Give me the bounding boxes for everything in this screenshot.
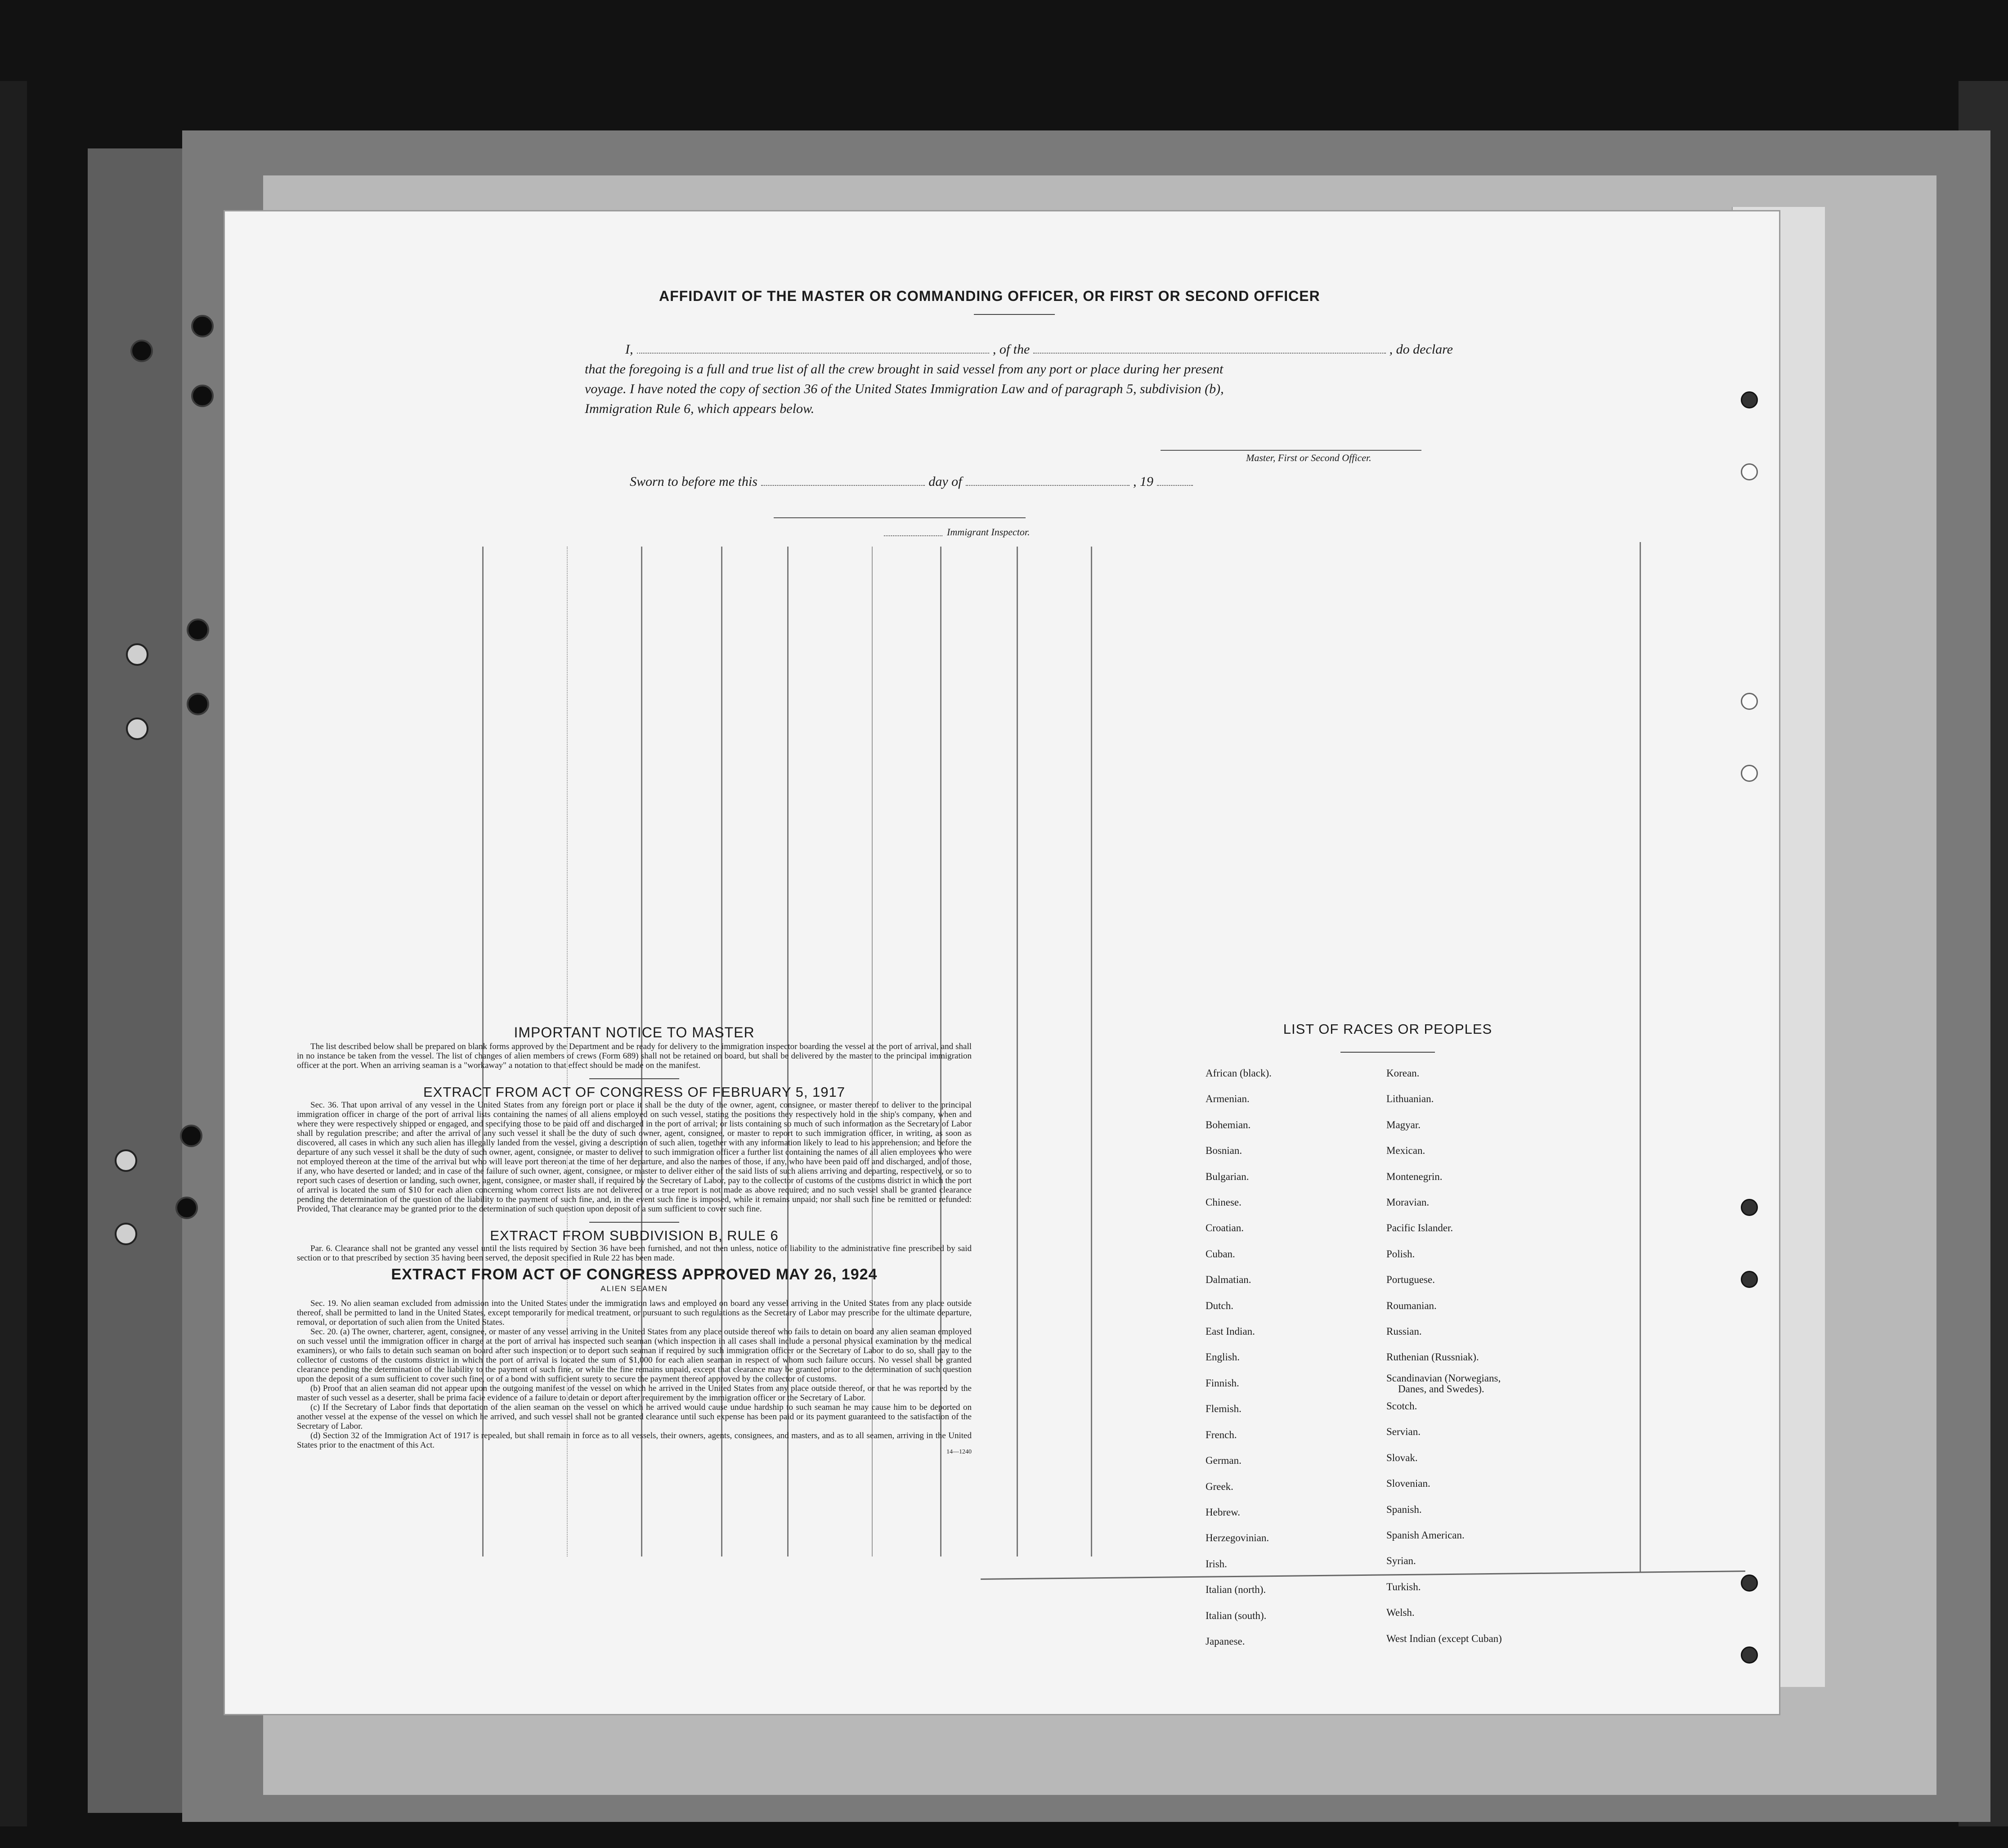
binder-hole-icon bbox=[191, 315, 214, 337]
notice-title: IMPORTANT NOTICE TO MASTER bbox=[514, 1024, 755, 1041]
sec20d-text: (d) Section 32 of the Immigration Act of 1917 is repealed, but shall remain in force as to all vessels, their owners, agents, consignees, and masters, and as to all seamen, arriving in the United States prior to the enactment of this Act. bbox=[297, 1431, 972, 1450]
races-left-column bbox=[1206, 1060, 1272, 1654]
sworn-month-field[interactable] bbox=[966, 473, 1130, 486]
race-item: Syrian. bbox=[1386, 1555, 1416, 1567]
notice-text: The list described below shall be prepared on blank forms approved by the Department and be ready for delivery to the immigration inspector boarding the vessel at the port of arrival, and shall in no instance be taken from the vessel. The list of changes of alien members of crews (Form 689) shall not be retained on board, but shall be delivered by the master to the principal immigration officer at the port. When an arriving seaman is a "workaway" a notation to that effect should be made on the manifest. bbox=[297, 1042, 972, 1070]
race-item: Bosnian. bbox=[1206, 1145, 1242, 1157]
race-item-scandinavian bbox=[1386, 1370, 1502, 1393]
race-item: African (black). bbox=[1206, 1068, 1272, 1079]
race-item: Armenian. bbox=[1206, 1093, 1250, 1105]
binder-hole-icon bbox=[187, 619, 209, 641]
form-number: 14—1240 bbox=[946, 1449, 972, 1455]
section-divider bbox=[589, 1222, 679, 1223]
race-item: Montenegrin. bbox=[1386, 1171, 1443, 1182]
master-signature-line[interactable] bbox=[1161, 450, 1421, 451]
binder-hole-icon bbox=[175, 1197, 198, 1219]
inspector-signature-line[interactable] bbox=[774, 517, 1026, 518]
punch-hole-icon bbox=[1741, 1574, 1758, 1592]
race-item: West Indian (except Cuban) bbox=[1386, 1633, 1502, 1644]
binder-hole-icon bbox=[130, 340, 153, 362]
race-item: Moravian. bbox=[1386, 1197, 1430, 1208]
race-item: Irish. bbox=[1206, 1558, 1227, 1570]
race-item: Italian (south). bbox=[1206, 1610, 1267, 1621]
race-item: Herzegovinian. bbox=[1206, 1532, 1269, 1544]
races-title: LIST OF RACES OR PEOPLES bbox=[1283, 1021, 1493, 1037]
master-signature-label: Master, First or Second Officer. bbox=[1246, 452, 1372, 463]
punch-hole-icon bbox=[1741, 765, 1758, 782]
race-item: Polish. bbox=[1386, 1248, 1415, 1260]
affidavit-title: AFFIDAVIT OF THE MASTER OR COMMANDING OFFICER, OR FIRST OR SECOND OFFICER bbox=[659, 288, 1320, 304]
binder-hole-icon bbox=[191, 385, 214, 407]
sec20a-text: Sec. 20. (a) The owner, charterer, agent, consignee, or master of any vessel arriving in the United States from any place outside thereof who fails to detain on board any alien seaman employed on such vessel until the immigration officer in charge at the port of arrival has inspected such seaman (which inspection in all cases shall include a personal physical examination by the medical examiners), or who fails to detain such seaman on board after such inspection or to deport such seaman if required by such immigration officer or the Secretary of Labor to do so, shall pay to the collector of customs of the customs district in which the port of arrival is located the sum of $1,000 for each alien seaman in respect of whom such failure occurs. No vessel shall be granted clearance pending the determination of the liability to the payment of such fine, or while the fine remains unpaid, except that clearance may be granted prior to the determination of such question upon the deposit of a sum sufficient to cover such fine, or of a bond with sufficient surety to secure the payment thereof approved by the collector of customs. bbox=[297, 1327, 972, 1384]
binder-hole-icon bbox=[180, 1125, 202, 1147]
binder-hole-icon bbox=[115, 1149, 137, 1172]
race-item: Ruthenian (Russniak). bbox=[1386, 1351, 1479, 1363]
sworn-label: Sworn to before me this bbox=[630, 474, 757, 489]
race-item: Flemish. bbox=[1206, 1403, 1242, 1415]
film-edge-left bbox=[0, 81, 27, 1826]
binder-hole-icon bbox=[126, 718, 148, 740]
race-item: Finnish. bbox=[1206, 1377, 1239, 1389]
sworn-year-field[interactable] bbox=[1157, 473, 1193, 486]
document-page bbox=[225, 211, 1779, 1714]
race-item: Magyar. bbox=[1386, 1119, 1421, 1130]
day-of-label: day of bbox=[928, 474, 962, 489]
inspector-label: Immigrant Inspector. bbox=[947, 526, 1030, 538]
title-underline bbox=[974, 314, 1055, 315]
race-item: Spanish. bbox=[1386, 1503, 1422, 1515]
table-column-rule bbox=[1640, 542, 1641, 1572]
race-item: Slovenian. bbox=[1386, 1478, 1430, 1489]
punch-hole-icon bbox=[1741, 693, 1758, 710]
races-title-underline bbox=[1340, 1052, 1435, 1053]
race-item: Roumanian. bbox=[1386, 1300, 1437, 1311]
table-column-rule bbox=[1017, 547, 1018, 1556]
race-item-continued: Danes, and Swedes). bbox=[1398, 1383, 1484, 1395]
punch-hole-icon bbox=[1741, 1271, 1758, 1288]
sec20b-text: (b) Proof that an alien seaman did not appear upon the outgoing manifest of the vessel on which he arrived in the United States from any place outside thereof, or that he was reported by the master of such vessel as a deserter, shall be prima facie evidence of a failure to detain or deport after requirement by the immigration officer or the Secretary of Labor. bbox=[297, 1384, 972, 1403]
year-label: , 19 bbox=[1133, 474, 1153, 489]
race-item: Slovak. bbox=[1386, 1452, 1418, 1463]
race-item: Pacific Islander. bbox=[1386, 1222, 1453, 1234]
race-item: Chinese. bbox=[1206, 1197, 1242, 1208]
extract-1917-title: EXTRACT FROM ACT OF CONGRESS OF FEBRUARY 5, 1917 bbox=[423, 1084, 846, 1100]
backing-sheet bbox=[88, 148, 198, 1813]
affidavit-line-2: that the foregoing is a full and true list of all the crew brought in said vessel from any port or place during her present bbox=[585, 362, 1224, 377]
race-item: Turkish. bbox=[1386, 1581, 1421, 1592]
race-item: French. bbox=[1206, 1429, 1237, 1440]
alien-seamen-subtitle: ALIEN SEAMEN bbox=[601, 1284, 668, 1293]
race-item: Greek. bbox=[1206, 1480, 1233, 1492]
race-item: Japanese. bbox=[1206, 1635, 1245, 1647]
race-item: Welsh. bbox=[1386, 1607, 1415, 1619]
punch-hole-icon bbox=[1741, 391, 1758, 408]
race-item: Bohemian. bbox=[1206, 1119, 1251, 1130]
sworn-day-field[interactable] bbox=[761, 473, 925, 486]
race-item: East Indian. bbox=[1206, 1326, 1255, 1337]
affidavit-i: I, bbox=[625, 342, 633, 357]
punch-hole-icon bbox=[1741, 463, 1758, 480]
notice-section bbox=[297, 1024, 972, 1457]
race-item: Lithuanian. bbox=[1386, 1093, 1434, 1105]
rule6-title: EXTRACT FROM SUBDIVISION B, RULE 6 bbox=[490, 1228, 779, 1243]
affidavit-of-the: , of the bbox=[992, 342, 1030, 357]
race-item: Scotch. bbox=[1386, 1400, 1417, 1412]
race-item: Dalmatian. bbox=[1206, 1274, 1251, 1286]
binder-hole-icon bbox=[115, 1223, 137, 1245]
affidavit-line-3: voyage. I have noted the copy of section 36 of the United States Immigration Law and of paragraph 5, subdivision (b), bbox=[585, 381, 1224, 396]
sworn-line bbox=[630, 473, 1197, 489]
race-item: Korean. bbox=[1386, 1068, 1420, 1079]
race-item: Spanish American. bbox=[1386, 1529, 1465, 1541]
race-item: Italian (north). bbox=[1206, 1584, 1266, 1596]
race-item: Mexican. bbox=[1386, 1145, 1425, 1157]
race-item: Hebrew. bbox=[1206, 1506, 1241, 1518]
race-item: Dutch. bbox=[1206, 1300, 1233, 1311]
races-right-column bbox=[1386, 1060, 1502, 1651]
rule6-text: Par. 6. Clearance shall not be granted any vessel until the lists required by Section 36 have been furnished, and not then unless, notice of liability to the administrative fine prescribed by said section or to that prescribed by section 35 having been served, the deposit specified in Rule 22 has been made. bbox=[297, 1244, 972, 1263]
binder-hole-icon bbox=[187, 693, 209, 715]
affidavit-line-4: Immigration Rule 6, which appears below. bbox=[585, 401, 815, 416]
race-item: English. bbox=[1206, 1351, 1240, 1363]
inspector-dotted-line bbox=[884, 535, 942, 536]
vessel-field[interactable] bbox=[1033, 341, 1385, 354]
punch-hole-icon bbox=[1741, 1199, 1758, 1216]
sec19-text: Sec. 19. No alien seaman excluded from admission into the United States under the immigration laws and employed on board any vessel arriving in the United States from any place outside thereof, shall be permitted to land in the United States, except temporarily for medical treatment, or pursuant to such regulations as the Secretary of Labor may prescribe for the ultimate departure, removal, or deportation of such alien from the United States. bbox=[297, 1299, 972, 1327]
race-item: Portuguese. bbox=[1386, 1274, 1435, 1286]
race-item: Bulgarian. bbox=[1206, 1171, 1249, 1182]
sec20c-text: (c) If the Secretary of Labor finds that deportation of the alien seaman on the vessel on which he arrived would cause undue hardship to such seaman he may cause him to be deported on another vessel at the expense of the vessel on which he arrived, and such vessel shall not be granted clearance until such expense has been paid or its payment guaranteed to the satisfaction of the Secretary of Labor. bbox=[297, 1403, 972, 1431]
extract-1917-text: Sec. 36. That upon arrival of any vessel in the United States from any foreign port or place it shall be the duty of the owner, agent, consignee, or master thereof to deliver to the principal immigration officer in charge of the port of arrival lists containing the names of all aliens employed on such vessel, stating the positions they respectively hold in the ship's company, when and where they were respectively shipped or engaged, and specifying those to be paid off and discharged in the port of arrival; or lists containing so much of such information as the Secretary of Labor shall by regulation prescribe; and after the arrival of any such vessel it shall be the duty of such owner, agent, consignee, or master to report to such immigration officer, in writing, as soon as discovered, all cases in which any such alien has illegally landed from the vessel, giving a description of such alien, together with any information likely to lead to his apprehension; and before the departure of any such vessel it shall be the duty of such owner, agent, consignee, or master to deliver to such immigration officer a further list containing the names of all alien employees who were not employed thereon at the time of the arrival but who will leave port thereon at the time of her departure, and also the names of those, if any, who have been paid off and discharged, and of those, if any, who have deserted or landed; and in case of the failure of such owner, agent, consignee, or master to deliver either of the said lists of such aliens arriving and departing, respectively, or so to report such cases of desertion or landing, such owner, agent, consignee, or master shall, if required by the Secretary of Labor, pay to the collector of customs of the customs district in which the port of arrival is located the sum of $10 for each alien concerning whom correct lists are not delivered or a true report is not made as above required; and no such vessel shall be granted clearance pending the determination of the question of the liability to the payment of such fine, and, in the event such fine is imposed, while it remains unpaid; nor shall such fine be remitted or refunded: Provided, That clearance may be granted prior to the determination of such question upon deposit of a sum sufficient to cover such fine. bbox=[297, 1100, 972, 1214]
name-field[interactable] bbox=[637, 341, 989, 354]
punch-hole-icon bbox=[1741, 1646, 1758, 1664]
race-item: Scandinavian (Norwegians, bbox=[1386, 1372, 1501, 1384]
race-item: Russian. bbox=[1386, 1326, 1422, 1337]
race-item: Croatian. bbox=[1206, 1222, 1244, 1234]
race-item: German. bbox=[1206, 1455, 1242, 1467]
affidavit-line-1 bbox=[585, 340, 1453, 359]
section-divider bbox=[589, 1078, 679, 1079]
affidavit-statement bbox=[585, 340, 1453, 419]
affidavit-declare: , do declare bbox=[1389, 342, 1453, 357]
race-item: Servian. bbox=[1386, 1426, 1421, 1438]
extract-1924-title: EXTRACT FROM ACT OF CONGRESS APPROVED MAY 26, 1924 bbox=[391, 1266, 878, 1283]
race-item: Cuban. bbox=[1206, 1248, 1235, 1260]
binder-hole-icon bbox=[126, 643, 148, 666]
table-column-rule bbox=[1091, 547, 1092, 1556]
